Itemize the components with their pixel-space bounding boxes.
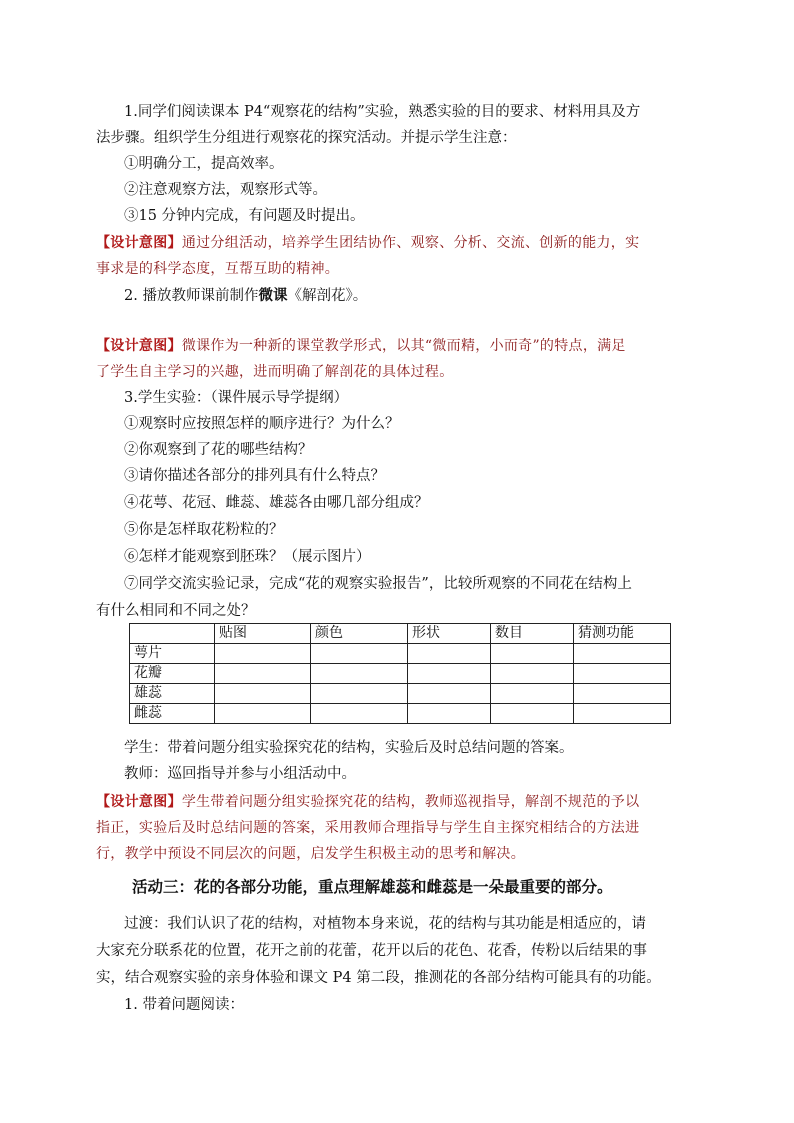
para2-prefix: 2. 播放教师课前制作 [124,288,259,304]
question-7-line2: 有什么相同和不同之处？ [96,603,256,619]
question-5: ⑤你是怎样取花粉粒的？ [124,522,284,538]
question-1: ①观察时应按照怎样的顺序进行？为什么？ [124,416,400,432]
table-row-label: 雄蕊 [130,684,215,704]
para1-line2: 法步骤。组织学生分组进行观察花的探究活动。并提示学生注意： [96,130,517,146]
note-item-2: ②注意观察方法，观察形式等。 [124,182,327,198]
design-intent-text: 微课作为一种新的课堂教学形式，以其“微而精，小而奇”的特点，满足 [181,338,626,354]
table-row-label: 萼片 [130,644,215,664]
design-intent-3-line2: 指正，实验后及时总结问题的答案，采用教师合理指导与学生自主探究相结合的方法进 [96,820,640,836]
table-header-cell: 猜测功能 [574,624,671,644]
table-cell[interactable] [215,704,311,724]
question-6: ⑥怎样才能观察到胚珠？（展示图片） [124,549,371,565]
design-intent-text: 学生带着问题分组实验探究花的结构，教师巡视指导，解剖不规范的予以 [181,794,640,810]
transition-line1: 过渡：我们认识了花的结构，对植物本身来说，花的结构与其功能是相适应的，请 [124,916,646,932]
table-cell[interactable] [311,644,408,664]
table-row [130,644,671,664]
note-item-3: ③15 分钟内完成，有问题及时提出。 [124,208,365,224]
table-header-row [130,624,671,644]
observation-table [129,623,671,724]
table-header-cell: 颜色 [311,624,408,644]
table-row-label: 雌蕊 [130,704,215,724]
design-intent-2-line1 [96,333,700,359]
table-header-cell: 数目 [491,624,574,644]
table-cell[interactable] [491,684,574,704]
question-2: ②你观察到了花的哪些结构？ [124,442,313,458]
table-row [130,664,671,684]
table-cell[interactable] [215,664,311,684]
activity-3-heading: 活动三：花的各部分功能，重点理解雄蕊和雌蕊是一朵最重要的部分。 [132,877,613,896]
table-cell[interactable] [408,644,491,664]
table-cell[interactable] [574,684,671,704]
table-header-cell: 贴图 [215,624,311,644]
design-intent-tag: 【设计意图】 [96,235,182,251]
table-row [130,684,671,704]
design-intent-1-line2: 事求是的科学态度，互帮互助的精神。 [96,261,340,277]
design-intent-3-line3: 行，教学中预设不同层次的问题，启发学生积极主动的思考和解决。 [96,846,525,862]
para2 [124,283,728,309]
table-cell[interactable] [491,704,574,724]
para2-suffix: 《解剖花》。 [287,288,368,304]
table-cell[interactable] [408,684,491,704]
design-intent-3-line1 [96,789,700,815]
transition-line3: 实，结合观察实验的亲身体验和课文 P4 第二段，推测花的各部分结构可能具有的功能。 [96,970,661,986]
design-intent-tag: 【设计意图】 [96,338,182,354]
design-intent-1-line1 [96,230,700,256]
table-cell[interactable] [408,704,491,724]
table-cell[interactable] [311,704,408,724]
table-cell[interactable] [574,704,671,724]
table-cell[interactable] [215,644,311,664]
table-cell[interactable] [311,664,408,684]
para2-bold: 微课 [258,287,288,304]
question-3: ③请你描述各部分的排列具有什么特点？ [124,468,385,484]
design-intent-2-line2: 了学生自主学习的兴趣，进而明确了解剖花的具体过程。 [96,364,454,380]
table-header-cell [130,624,215,644]
note-item-1: ①明确分工，提高效率。 [124,156,284,172]
student-line: 学生：带着问题分组实验探究花的结构，实验后及时总结问题的答案。 [124,740,574,756]
table-cell[interactable] [215,684,311,704]
transition-line2: 大家充分联系花的位置，花开之前的花蕾，花开以后的花色、花香，传粉以后结果的事 [96,943,647,959]
design-intent-tag: 【设计意图】 [96,794,182,810]
table-cell[interactable] [574,644,671,664]
question-4: ④花萼、花冠、雌蕊、雄蕊各由哪几部分组成？ [124,495,429,511]
design-intent-text: 通过分组活动，培养学生团结协作、观察、分析、交流、创新的能力，实 [181,235,640,251]
teacher-line: 教师：巡回指导并参与小组活动中。 [124,766,356,782]
table-cell[interactable] [491,664,574,684]
experiment-title: 3.学生实验：（课件展示导学提纲） [124,390,349,406]
question-7-line1: ⑦同学交流实验记录，完成“花的观察实验报告”，比较所观察的不同花在结构上 [124,576,632,592]
para1-line1: 1.同学们阅读课本 P4“观察花的结构”实验，熟悉实验的目的要求、材料用具及方 [124,104,641,120]
reading-task: 1. 带着问题阅读： [124,997,244,1013]
table-header-cell: 形状 [408,624,491,644]
table-cell[interactable] [574,664,671,684]
table-cell[interactable] [491,644,574,664]
table-cell[interactable] [408,664,491,684]
table-row-label: 花瓣 [130,664,215,684]
table-cell[interactable] [311,684,408,704]
table-row [130,704,671,724]
